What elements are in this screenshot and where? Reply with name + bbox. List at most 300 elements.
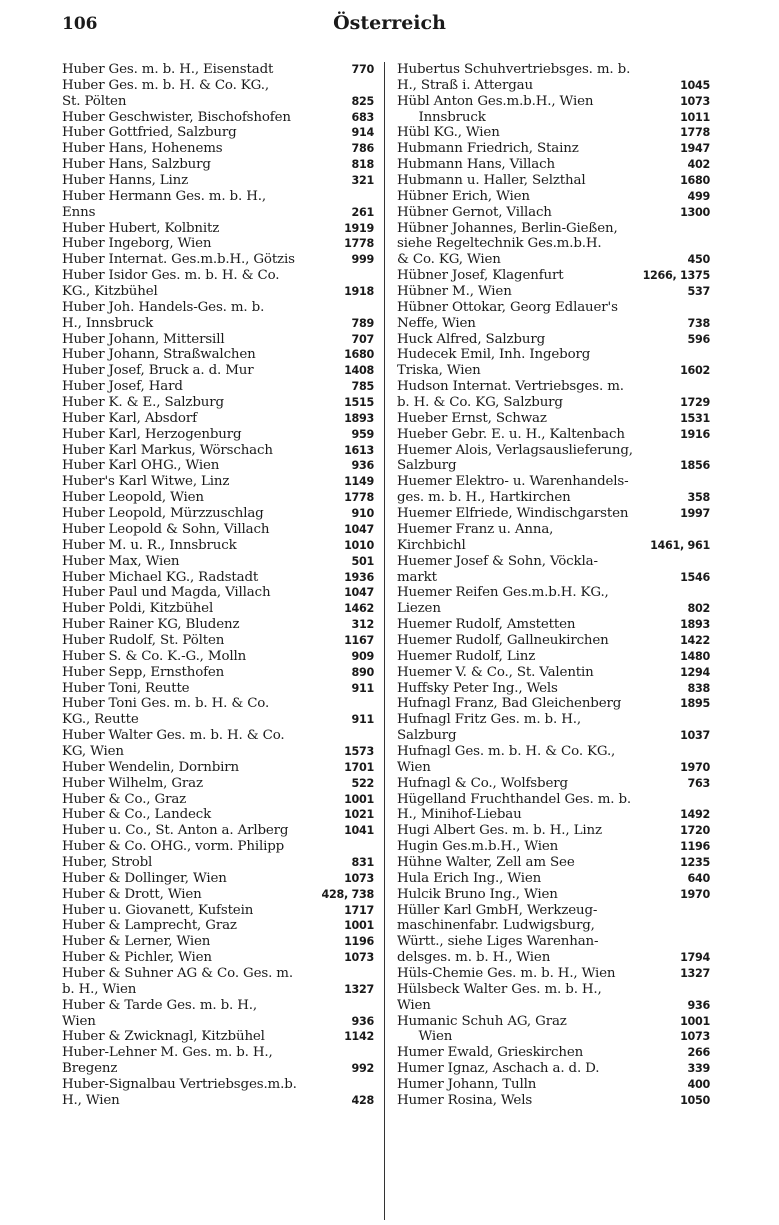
entry-name-line: H., Wien [62, 1092, 120, 1108]
directory-entry [397, 712, 710, 744]
entry-name-line: Huber Isidor Ges. m. b. H. & Co. [62, 268, 280, 284]
entry-page-ref: 1050 [680, 1093, 710, 1107]
entry-name-line: Huber Ges. m. b. H., Eisenstadt [62, 62, 274, 77]
entry-name [62, 411, 340, 427]
directory-entry [62, 966, 374, 998]
entry-name [62, 934, 340, 950]
entry-page-ref: 910 [351, 507, 374, 521]
entry-name [62, 522, 340, 538]
directory-entry [397, 681, 710, 697]
entry-name [397, 585, 684, 617]
entry-page-ref: 1073 [344, 871, 374, 885]
entry-page-ref: 1462 [344, 602, 374, 616]
entry-page-ref: 1041 [344, 824, 374, 838]
entry-name [397, 173, 676, 189]
entry-name-line: Huber & Pichler, Wien [62, 950, 212, 966]
entry-name [397, 411, 676, 427]
entry-name-line: Huber & Tarde Ges. m. b. H., [62, 997, 257, 1013]
entry-name-line: Huber Leopold, Mürzzuschlag [62, 506, 264, 522]
entry-page-ref: 1142 [344, 1030, 374, 1044]
entry-name-line: Huber & Co. OHG., vorm. Philipp [62, 839, 285, 855]
entry-page-ref: 1895 [680, 697, 710, 711]
entry-name-line: Huber Poldi, Kitzbühel [62, 601, 214, 617]
entry-name-line: Huemer V. & Co., St. Valentin [397, 664, 594, 680]
entry-page-ref: 1073 [680, 94, 710, 108]
entry-page-ref: 1480 [680, 649, 710, 663]
entry-page-ref: 501 [351, 554, 374, 568]
entry-page-ref: 763 [687, 776, 710, 790]
directory-entry [62, 141, 374, 157]
directory-entry [397, 173, 710, 189]
entry-page-ref: 450 [687, 253, 710, 267]
entry-name-line: Huffsky Peter Ing., Wels [397, 680, 558, 696]
entry-name-line: Huber Rainer KG, Bludenz [62, 617, 240, 633]
directory-entry [62, 443, 374, 459]
directory-entry [62, 506, 374, 522]
entry-name-line: Huber Joh. Handels-Ges. m. b. [62, 299, 265, 315]
entry-name [397, 474, 684, 506]
entry-name-line: Wien [397, 997, 431, 1013]
entry-name-line: Hudson Internat. Vertriebsges. m. [397, 379, 624, 395]
entry-name [62, 554, 348, 570]
entry-name-line: Huemer Elektro- u. Warenhandels- [397, 474, 629, 490]
entry-name [397, 157, 684, 173]
entry-name [62, 1045, 348, 1077]
entry-name [62, 268, 340, 300]
directory-entry [397, 649, 710, 665]
directory-entry [62, 363, 374, 379]
directory-entry [397, 887, 710, 903]
entry-page-ref: 936 [351, 459, 374, 473]
entry-name-line: & Co. KG, Wien [397, 252, 501, 268]
entry-page-ref: 909 [351, 649, 374, 663]
entry-name-line: Hugi Albert Ges. m. b. H., Linz [397, 823, 602, 839]
entry-name-line: Huber M. u. R., Innsbruck [62, 537, 237, 553]
directory-entry [397, 157, 710, 173]
directory-entry [62, 807, 374, 823]
entry-name-line: Hübner M., Wien [397, 284, 512, 300]
entry-name-line: Hübner Gernot, Villach [397, 204, 552, 220]
entry-name-line: Huber's Karl Witwe, Linz [62, 474, 230, 490]
entry-name-line: Hufnagl & Co., Wolfsberg [397, 775, 568, 791]
directory-entry [62, 760, 374, 776]
directory-entry [62, 1045, 374, 1077]
entry-name-line: Huber Karl OHG., Wien [62, 458, 220, 474]
entry-name-line: Hugin Ges.m.b.H., Wien [397, 839, 559, 855]
entry-name-line: Huber Hubert, Kolbnitz [62, 220, 220, 236]
directory-entry [62, 696, 374, 728]
entry-name-line: Hügelland Fruchthandel Ges. m. b. [397, 791, 631, 807]
entry-name-line: Huber Hanns, Linz [62, 173, 189, 189]
entry-page-ref: 1001 [344, 792, 374, 806]
directory-entry [397, 633, 710, 649]
entry-name-line: KG., Kitzbühel [62, 284, 158, 300]
entry-name [62, 681, 348, 697]
directory-entry [397, 903, 710, 966]
entry-page-ref: 831 [351, 855, 374, 869]
entry-page-ref: 1602 [680, 364, 710, 378]
entry-name-line: maschinenfabr. Ludwigsburg, [397, 918, 595, 934]
directory-entry [62, 871, 374, 887]
entry-name-line: Huber u. Giovanett, Kufstein [62, 902, 254, 918]
directory-entry [62, 538, 374, 554]
entry-name [62, 221, 340, 237]
entry-name [62, 950, 340, 966]
directory-entry [62, 633, 374, 649]
entry-page-ref: 1266, 1375 [642, 269, 710, 283]
entry-page-ref: 1936 [344, 570, 374, 584]
entry-page-ref: 402 [687, 158, 710, 172]
entry-name [397, 1061, 684, 1077]
entry-name-line: Hubertus Schuhvertriebsges. m. b. [397, 62, 631, 77]
entry-name [62, 538, 340, 554]
entry-page-ref: 1778 [344, 491, 374, 505]
entry-name [62, 173, 348, 189]
entry-name [397, 379, 676, 411]
directory-entry [397, 1061, 710, 1077]
entry-name [397, 792, 676, 824]
entry-name-line: Huber Sepp, Ernsthofen [62, 664, 225, 680]
entry-name-line: Salzburg [397, 728, 457, 744]
page-header [0, 0, 779, 46]
directory-entry [62, 62, 374, 78]
entry-page-ref: 1970 [680, 760, 710, 774]
page-title: Österreich [333, 12, 446, 34]
entry-page-ref: 789 [351, 316, 374, 330]
directory-entry [62, 681, 374, 697]
entry-page-ref: 1422 [680, 633, 710, 647]
directory-entry [62, 157, 374, 173]
entry-name [62, 918, 340, 934]
entry-name [397, 665, 676, 681]
entry-name-line: Huber Wilhelm, Graz [62, 775, 203, 791]
entry-page-ref: 1300 [680, 205, 710, 219]
entry-page-ref: 1919 [344, 221, 374, 235]
entry-name [397, 332, 684, 348]
entry-name-line: Huber Johann, Mittersill [62, 331, 225, 347]
entry-page-ref: 786 [351, 142, 374, 156]
directory-entry [397, 347, 710, 379]
entry-name-line: Hula Erich Ing., Wien [397, 870, 542, 886]
entry-name [62, 443, 340, 459]
entry-name-line: Hübl KG., Wien [397, 125, 500, 141]
entry-name-line: siehe Regeltechnik Ges.m.b.H. [397, 236, 602, 252]
entry-name-line: Humer Johann, Tulln [397, 1077, 537, 1092]
entry-page-ref: 266 [687, 1046, 710, 1060]
directory-entry [62, 617, 374, 633]
entry-name-line: Enns [62, 204, 96, 220]
entry-name-line: Huber-Lehner M. Ges. m. b. H., [62, 1045, 273, 1061]
entry-page-ref: 1680 [344, 348, 374, 362]
entry-name-line: Hufnagl Ges. m. b. H. & Co. KG., [397, 743, 616, 759]
entry-page-ref: 992 [351, 1062, 374, 1076]
entry-page-ref: 1856 [680, 459, 710, 473]
entry-page-ref: 707 [351, 332, 374, 346]
entry-page-ref: 1720 [680, 824, 710, 838]
entry-name [397, 221, 684, 269]
directory-entry [397, 268, 710, 284]
entry-page-ref: 1045 [680, 78, 710, 92]
entry-name-line: Huber Josef, Bruck a. d. Mur [62, 363, 254, 379]
entry-name [62, 665, 348, 681]
directory-entry [397, 379, 710, 411]
directory-entry [62, 252, 374, 268]
entry-name-line: KG., Reutte [62, 712, 139, 728]
entry-name-line: Huber Karl, Herzogenburg [62, 426, 242, 442]
entry-name-line: Huber Ges. m. b. H. & Co. KG., [62, 77, 269, 93]
entry-name-line: Huemer Josef & Sohn, Vöckla- [397, 553, 598, 569]
directory-entry [397, 125, 710, 141]
directory-entry [397, 585, 710, 617]
entry-name-line: b. H. & Co. KG, Salzburg [397, 395, 563, 411]
entry-name [62, 1029, 340, 1045]
entry-name-line: Huber Rudolf, St. Pölten [62, 632, 225, 648]
directory-entry [397, 427, 710, 443]
entry-name-line: Humanic Schuh AG, Graz [397, 1013, 567, 1029]
directory-entry [397, 94, 710, 110]
entry-name [397, 633, 676, 649]
entry-name [62, 300, 348, 332]
entry-name-line: Huber & Dollinger, Wien [62, 870, 227, 886]
entry-name [62, 110, 348, 126]
entry-page-ref: 911 [351, 681, 374, 695]
entry-name [62, 141, 348, 157]
entry-name-line: Hühne Walter, Zell am See [397, 854, 575, 870]
entry-name [62, 649, 348, 665]
entry-name-line: Huber Hermann Ges. m. b. H., [62, 188, 266, 204]
entry-page-ref: 1149 [344, 475, 374, 489]
directory-entry [397, 443, 710, 475]
entry-name-line: Huemer Reifen Ges.m.b.H. KG., [397, 585, 609, 601]
directory-entry [62, 347, 374, 363]
directory-entry [62, 332, 374, 348]
directory-entry [62, 110, 374, 126]
entry-name-line: Liezen [397, 601, 441, 617]
entry-name [62, 823, 340, 839]
entry-name [397, 141, 676, 157]
directory-entry [62, 1077, 374, 1109]
entry-page-ref: 1680 [680, 174, 710, 188]
entry-name [62, 1077, 348, 1109]
entry-name-line: Huber & Lerner, Wien [62, 934, 211, 950]
directory-entry [62, 474, 374, 490]
entry-name-line: delsges. m. b. H., Wien [397, 950, 551, 966]
entry-name-line: St. Pölten [62, 93, 127, 109]
directory-entry [62, 490, 374, 506]
entry-name [397, 982, 684, 1014]
entry-page-ref: 1001 [680, 1014, 710, 1028]
entry-name [62, 78, 348, 110]
entry-page-ref: 770 [351, 63, 374, 76]
entry-page-ref: 1717 [344, 903, 374, 917]
entry-name-line: Huber Karl, Absdorf [62, 410, 197, 426]
entry-name [397, 681, 684, 697]
entry-name [62, 189, 348, 221]
entry-page-ref: 1408 [344, 364, 374, 378]
directory-entry [62, 268, 374, 300]
entry-page-ref: 640 [687, 871, 710, 885]
directory-entry [397, 506, 710, 522]
entry-name-line: Hübner Johannes, Berlin-Gießen, [397, 220, 618, 236]
entry-name-line: Hubmann u. Haller, Selzthal [397, 173, 586, 189]
directory-entry [62, 728, 374, 760]
entry-name-line: Huber & Co., Landeck [62, 807, 212, 823]
entry-page-ref: 1327 [344, 982, 374, 996]
entry-name [62, 490, 340, 506]
entry-name [62, 252, 348, 268]
entry-page-ref: 1918 [344, 285, 374, 299]
directory-entry [397, 189, 710, 205]
entry-name [397, 744, 676, 776]
entry-name-line: Huber Geschwister, Bischofshofen [62, 109, 291, 125]
entry-name [397, 1077, 684, 1093]
entry-name-line: Hubmann Hans, Villach [397, 157, 555, 173]
entry-name [397, 776, 684, 792]
entry-name-line: Hufnagl Franz, Bad Gleichenberg [397, 696, 622, 712]
entry-page-ref: 999 [351, 253, 374, 267]
directory-entry [397, 474, 710, 506]
entry-name-line: Hübner Josef, Klagenfurt [397, 268, 564, 284]
entry-page-ref: 683 [351, 110, 374, 124]
entry-name-line: Innsbruck [418, 109, 486, 125]
page-number: 106 [62, 14, 98, 34]
directory-entry [397, 205, 710, 221]
entry-page-ref: 261 [351, 205, 374, 219]
entry-name-line: Hübl Anton Ges.m.b.H., Wien [397, 93, 594, 109]
entry-name-line: Huck Alfred, Salzburg [397, 331, 546, 347]
directory-entry [397, 300, 710, 332]
entry-name-line: Huber Wendelin, Dornbirn [62, 759, 239, 775]
entry-name [62, 157, 348, 173]
directory-entry [397, 617, 710, 633]
directory-entry [62, 570, 374, 586]
directory-entry [62, 839, 374, 871]
entry-page-ref: 1235 [680, 855, 710, 869]
entry-name [397, 871, 684, 887]
directory-entry [62, 918, 374, 934]
directory-entry [62, 78, 374, 110]
entry-page-ref: 1047 [344, 522, 374, 536]
right-column [397, 62, 710, 1222]
entry-name [397, 1045, 684, 1061]
entry-page-ref: 1073 [680, 1030, 710, 1044]
entry-name [62, 427, 348, 443]
directory-entry [397, 110, 710, 126]
entry-name-line: Wien [62, 1013, 96, 1029]
entry-name [62, 617, 348, 633]
directory-entry [397, 1077, 710, 1093]
directory-entry [397, 141, 710, 157]
entry-page-ref: 838 [687, 681, 710, 695]
entry-name [62, 633, 340, 649]
entry-name [397, 94, 676, 110]
entry-name-line: KG, Wien [62, 743, 124, 759]
entry-page-ref: 1010 [344, 538, 374, 552]
directory-entry [62, 585, 374, 601]
entry-name [397, 554, 676, 586]
entry-name [62, 363, 340, 379]
directory-entry [397, 1045, 710, 1061]
directory-entry [62, 601, 374, 617]
entry-page-ref: 1573 [344, 744, 374, 758]
entry-page-ref: 321 [351, 174, 374, 188]
entry-name [62, 998, 348, 1030]
directory-entry [62, 903, 374, 919]
directory-entry [62, 554, 374, 570]
entry-name-line: Huber & Zwicknagl, Kitzbühel [62, 1029, 265, 1045]
entry-page-ref: 428, 738 [321, 887, 374, 901]
entry-name-line: Huber Toni Ges. m. b. H. & Co. [62, 696, 270, 712]
entry-page-ref: 911 [351, 713, 374, 727]
entry-name-line: Wien [418, 1029, 453, 1045]
directory-entry [397, 696, 710, 712]
entry-name-line: Hüller Karl GmbH, Werkzeug- [397, 902, 598, 918]
entry-name-line: Hübner Erich, Wien [397, 188, 530, 204]
entry-name [62, 585, 340, 601]
directory-entry [397, 332, 710, 348]
entry-name-line: Huber Michael KG., Radstadt [62, 569, 259, 585]
entry-name [62, 332, 348, 348]
entry-page-ref: 1196 [680, 840, 710, 854]
directory-entry [62, 236, 374, 252]
entry-name-line: Wien [397, 759, 431, 775]
entry-name-line: Huber Hans, Salzburg [62, 157, 211, 173]
directory-entry [397, 1014, 710, 1030]
directory-entry [397, 871, 710, 887]
entry-name [397, 284, 684, 300]
directory-entry [62, 792, 374, 808]
entry-name [62, 696, 348, 728]
entry-name-line: b. H., Wien [62, 981, 137, 997]
entry-page-ref: 1327 [680, 966, 710, 980]
entry-name [397, 617, 676, 633]
entry-name [62, 871, 340, 887]
entry-name-line: Huber Ingeborg, Wien [62, 236, 212, 252]
entry-name [62, 474, 340, 490]
entry-name-line: Hulcik Bruno Ing., Wien [397, 886, 558, 902]
directory-entry [397, 1093, 710, 1109]
directory-entry [62, 189, 374, 221]
entry-name-line: H., Straß i. Attergau [397, 77, 533, 93]
entry-name [62, 966, 340, 998]
directory-entry [62, 934, 374, 950]
entry-name [397, 1093, 676, 1109]
entry-name-line: Hülsbeck Walter Ges. m. b. H., [397, 981, 602, 997]
entry-page-ref: 914 [351, 126, 374, 140]
entry-page-ref: 499 [687, 189, 710, 203]
directory-entry [397, 522, 710, 554]
entry-page-ref: 1997 [680, 507, 710, 521]
entry-page-ref: 959 [351, 427, 374, 441]
directory-entry [62, 522, 374, 538]
entry-name [397, 696, 676, 712]
entry-page-ref: 537 [687, 285, 710, 299]
entry-name-line: Hueber Ernst, Schwaz [397, 410, 547, 426]
entry-page-ref: 1893 [680, 618, 710, 632]
entry-name-line: H., Innsbruck [62, 315, 154, 331]
entry-name-line: Huemer Rudolf, Linz [397, 648, 536, 664]
entry-name [62, 570, 340, 586]
entry-page-ref: 1294 [680, 665, 710, 679]
entry-name [62, 792, 340, 808]
entry-name [397, 427, 676, 443]
entry-name [62, 506, 348, 522]
entry-name [62, 379, 348, 395]
entry-page-ref: 1021 [344, 808, 374, 822]
entry-name [62, 903, 340, 919]
entry-page-ref: 936 [687, 998, 710, 1012]
entry-page-ref: 1196 [344, 935, 374, 949]
